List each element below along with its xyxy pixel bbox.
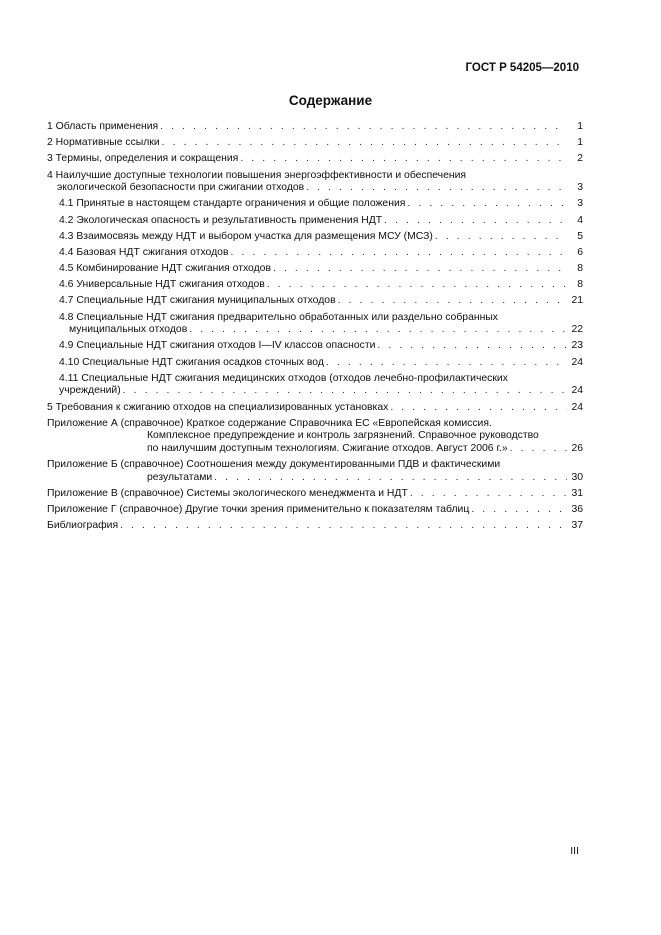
toc-entry-text: 4 Наилучшие доступные технологии повышения энергоэффективности и обеспечения	[47, 169, 467, 181]
toc-leader-dots	[471, 504, 567, 517]
toc-page-number: 1	[577, 121, 583, 132]
toc-page-number: 30	[571, 471, 583, 483]
toc-entry-text: 4.8 Специальные НДТ сжигания предварительно обработанных или раздельно собранных	[59, 311, 498, 323]
toc-leader-dots	[162, 137, 567, 150]
toc-entry-4-7	[47, 295, 583, 308]
toc-entry-3	[47, 153, 583, 166]
toc-page-number: 37	[571, 520, 583, 532]
toc-entry-appendix-b	[47, 459, 583, 484]
toc-entry-4-5	[47, 263, 583, 276]
toc-entry-1	[47, 121, 583, 134]
toc-entry-text: 4.7 Специальные НДТ сжигания муниципальных отходов	[59, 295, 336, 307]
toc-entry-text: 2 Нормативные ссылки	[47, 137, 160, 149]
toc-entry-appendix-v	[47, 488, 583, 501]
toc-entry-text: 4.1 Принятые в настоящем стандарте ограничения и общие положения	[59, 198, 406, 210]
toc-leader-dots	[338, 295, 567, 308]
toc-page-number: 1	[577, 137, 583, 149]
table-of-contents	[47, 121, 583, 537]
toc-entry-text: по наилучшим доступным технологиям. Сжигание отходов. Август 2006 г.»	[147, 442, 508, 454]
toc-entry-4-9	[47, 340, 583, 353]
toc-entry-text: Приложение Г (справочное) Другие точки зрения применительно к показателям таблиц	[47, 504, 470, 516]
toc-leader-dots	[510, 443, 567, 456]
toc-leader-dots	[123, 385, 567, 398]
toc-page-number: 8	[577, 263, 583, 275]
page-number: III	[570, 845, 579, 857]
toc-leader-dots	[384, 215, 567, 228]
toc-leader-dots	[435, 231, 567, 244]
toc-page-number: 4	[577, 214, 583, 226]
page-title: Содержание	[288, 93, 373, 108]
toc-page-number: 23	[571, 340, 583, 352]
toc-leader-dots	[240, 153, 567, 166]
toc-entry-4-6	[47, 279, 583, 292]
toc-entry-text: 4.10 Специальные НДТ сжигания осадков сточных вод	[59, 356, 324, 368]
toc-entry-text: Приложение А (справочное) Краткое содержание Справочника ЕС «Европейская комиссия.	[47, 417, 492, 429]
toc-entry-2	[47, 137, 583, 150]
toc-entry-text: 4.3 Взаимосвязь между НДТ и выбором участка для размещения МСУ (МСЗ)	[59, 230, 433, 242]
toc-entry-4	[47, 170, 583, 195]
toc-page-number: 8	[577, 279, 583, 291]
toc-leader-dots	[377, 340, 567, 353]
toc-entry-appendix-a	[47, 418, 583, 456]
toc-leader-dots	[267, 279, 567, 292]
toc-entry-4-4	[47, 247, 583, 260]
toc-entry-text: 3 Термины, определения и сокращения	[47, 153, 239, 165]
toc-entry-text: Приложение Б (справочное) Соотношения между документированными ПДВ и фактическими	[47, 459, 501, 471]
toc-entry-text: 4.4 Базовая НДТ сжигания отходов	[59, 246, 229, 258]
toc-page-number: 5	[577, 230, 583, 242]
toc-page-number: 6	[577, 246, 583, 258]
toc-leader-dots	[214, 472, 567, 485]
toc-entry-4-2	[47, 215, 583, 228]
toc-entry-5	[47, 402, 583, 415]
toc-page-number: 3	[577, 182, 583, 194]
toc-leader-dots	[160, 121, 567, 134]
toc-leader-dots	[273, 263, 567, 276]
toc-entry-appendix-g	[47, 504, 583, 517]
toc-entry-text: результатами	[147, 471, 213, 483]
toc-page-number: 21	[571, 295, 583, 307]
toc-entry-4-3	[47, 231, 583, 244]
toc-leader-dots	[407, 198, 567, 211]
toc-leader-dots	[230, 247, 567, 260]
toc-page-number: 36	[571, 504, 583, 516]
toc-entry-4-11	[47, 373, 583, 398]
toc-leader-dots	[410, 488, 567, 501]
toc-entry-text: 4.11 Специальные НДТ сжигания медицинских отходов (отходов лечебно-профилактических	[59, 372, 508, 384]
toc-page-number: 22	[571, 324, 583, 336]
toc-entry-text: Приложение В (справочное) Системы экологического менеджмента и НДТ	[47, 487, 408, 499]
toc-leader-dots	[390, 402, 567, 415]
toc-leader-dots	[306, 182, 567, 195]
toc-entry-bibliography	[47, 520, 583, 533]
toc-leader-dots	[326, 357, 567, 370]
toc-entry-text: 4.9 Специальные НДТ сжигания отходов I—IV классов опасности	[59, 340, 376, 352]
toc-entry-text: учреждений)	[59, 385, 121, 397]
toc-leader-dots	[120, 520, 567, 533]
toc-leader-dots	[189, 324, 567, 337]
toc-page-number: 2	[577, 153, 583, 165]
toc-page-number: 24	[571, 385, 583, 397]
toc-entry-text: 4.5 Комбинирование НДТ сжигания отходов	[59, 263, 271, 275]
toc-entry-text: муниципальных отходов	[69, 324, 188, 336]
toc-entry-4-1	[47, 198, 583, 211]
toc-entry-text: 4.6 Универсальные НДТ сжигания отходов	[59, 279, 265, 291]
toc-entry-text: Комплексное предупреждение и контроль загрязнений. Справочное руководство	[147, 430, 539, 442]
toc-entry-text: Библиография	[47, 520, 119, 532]
toc-entry-text: 4.2 Экологическая опасность и результативность применения НДТ	[59, 214, 383, 226]
toc-page-number: 31	[571, 487, 583, 499]
toc-page-number: 3	[577, 198, 583, 210]
toc-page-number: 24	[571, 401, 583, 413]
toc-entry-4-8	[47, 312, 583, 337]
toc-page-number: 26	[571, 442, 583, 454]
toc-entry-text: 5 Требования к сжиганию отходов на специализированных установках	[47, 401, 389, 413]
document-standard-header: ГОСТ Р 54205—2010	[465, 62, 579, 74]
toc-entry-text: экологической безопасности при сжигании отходов	[57, 182, 305, 194]
toc-entry-text: 1 Область применения	[47, 121, 159, 132]
toc-page-number: 24	[571, 356, 583, 368]
toc-entry-4-10	[47, 357, 583, 370]
